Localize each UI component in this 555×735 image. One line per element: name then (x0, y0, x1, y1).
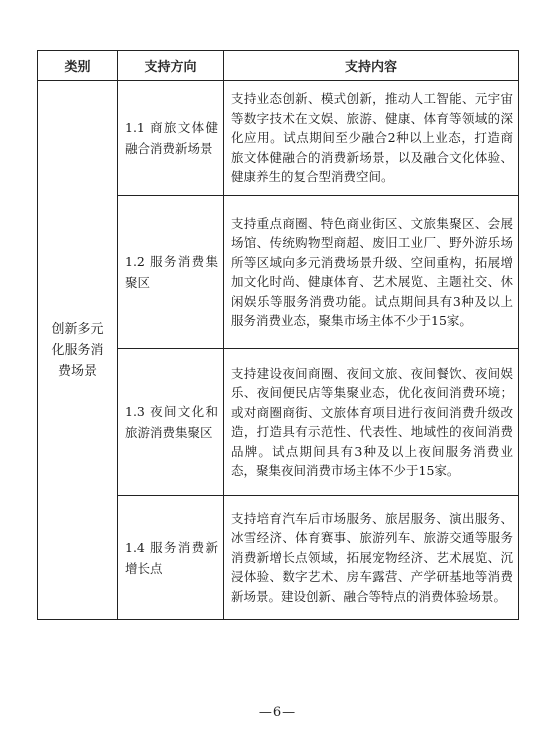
direction-cell: 1.1 商旅文体健融合消费新场景 (118, 81, 224, 196)
direction-cell: 1.2 服务消费集聚区 (118, 196, 224, 349)
content-cell: 支持培育汽车后市场服务、旅居服务、演出服务、冰雪经济、体育赛事、旅游列车、旅游交通等服务消费新增长点领域，拓展宠物经济、艺术展览、沉浸体验、数字艺术、房车露营、产学研基地等消费新场景。建设创新、融合等特点的消费体验场景。 (224, 496, 519, 620)
page-number: —6— (258, 705, 297, 720)
header-content: 支持内容 (224, 51, 519, 81)
content-cell: 支持重点商圈、特色商业街区、文旅集聚区、会展场馆、传统购物型商超、废旧工业厂、野外游乐场所等区域向多元消费场景升级、空间重构，拓展增加文化时尚、健康体育、艺术展览、主题社交、休闲娱乐等服务消费功能。试点期间具有3种及以上服务消费业态，聚集市场主体不少于15家。 (224, 196, 519, 349)
table-row (38, 81, 519, 196)
header-direction: 支持方向 (118, 51, 224, 81)
table-header-row (38, 51, 519, 81)
policy-table (37, 50, 519, 620)
direction-cell: 1.4 服务消费新增长点 (118, 496, 224, 620)
content-cell: 支持建设夜间商圈、夜间文旅、夜间餐饮、夜间娱乐、夜间便民店等集聚业态，优化夜间消费环境；或对商圈商街、文旅体育项目进行夜间消费升级改造，打造具有示范性、代表性、地域性的夜间消费品牌。试点期间具有3种及以上夜间服务消费业态，聚集夜间消费市场主体不少于15家。 (224, 349, 519, 496)
direction-cell: 1.3 夜间文化和旅游消费集聚区 (118, 349, 224, 496)
category-cell: 创新多元化服务消费场景 (38, 81, 118, 620)
content-cell: 支持业态创新、模式创新，推动人工智能、元宇宙等数字技术在文娱、旅游、健康、体育等领域的深化应用。试点期间至少融合2种以上业态，打造商旅文体健融合的消费新场景，以及融合文化体验、健康养生的复合型消费空间。 (224, 81, 519, 196)
header-category: 类别 (38, 51, 118, 81)
